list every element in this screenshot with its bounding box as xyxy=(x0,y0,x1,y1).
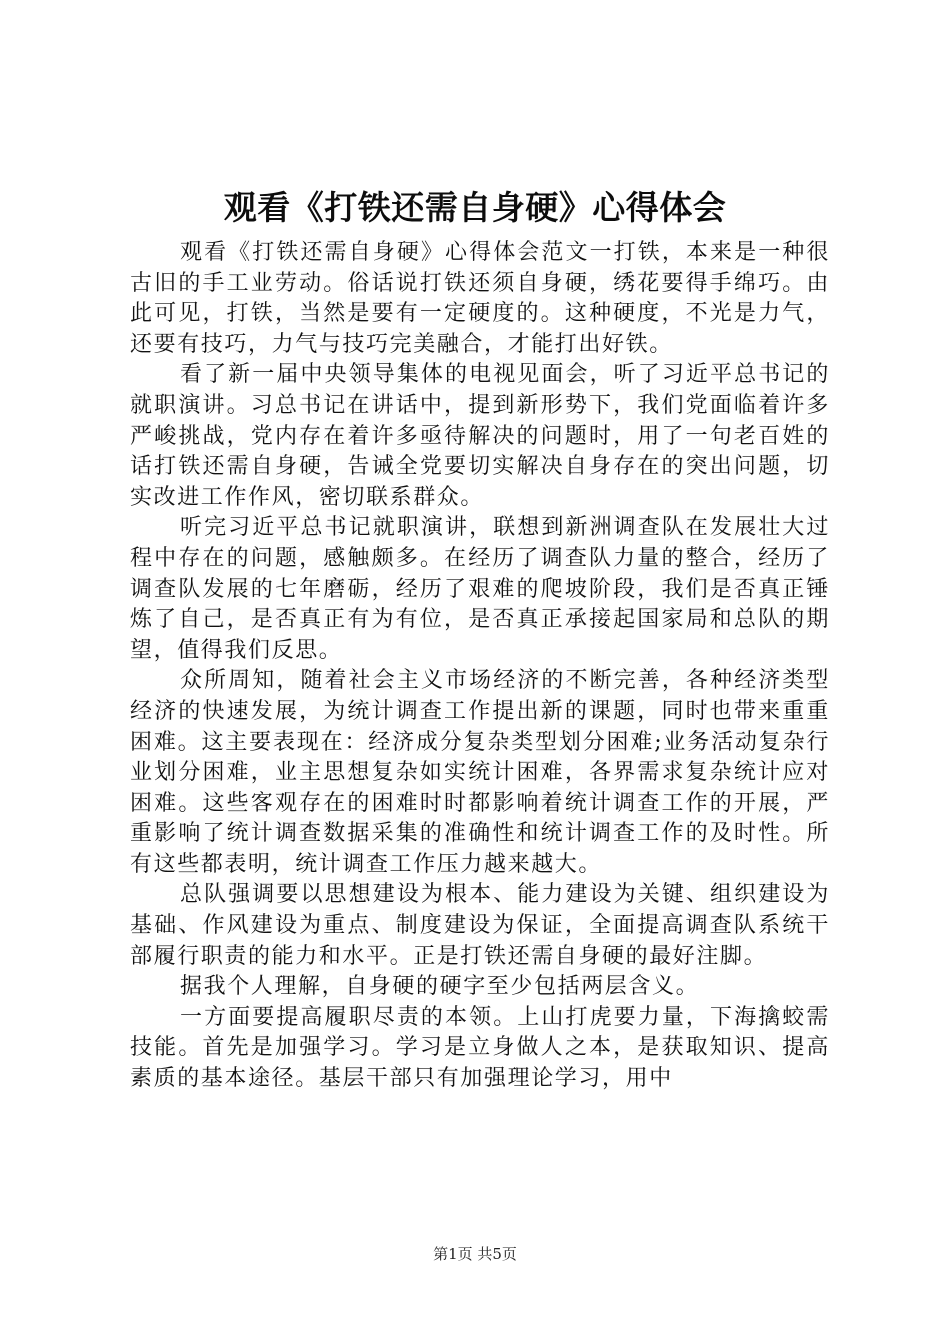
document-body xyxy=(130,238,830,1095)
paragraph: 据我个人理解，自身硬的硬字至少包括两层含义。 xyxy=(180,974,700,1000)
paragraph: 众所周知，随着社会主义市场经济的不断完善，各种经济类型经济的快速发展，为统计调查工作提出新的课题，同时也带来重重困难。这主要表现在：经济成分复杂类型划分困难;业务活动复杂行业划分困难，业主思想复杂如实统计困难，各界需求复杂统计应对困难。这些客观存在的困难时时都影响着统计调查工作的开展，严重影响了统计调查数据采集的准确性和统计调查工作的及时性。所有这些都表明，统计调查工作压力越来越大。 xyxy=(130,668,830,877)
paragraph: 听完习近平总书记就职演讲，联想到新洲调查队在发展壮大过程中存在的问题，感触颇多。在经历了调查队力量的整合，经历了调查队发展的七年磨砺，经历了艰难的爬坡阶段，我们是否真正锤炼了自己，是否真正有为有位，是否真正承接起国家局和总队的期望，值得我们反思。 xyxy=(130,515,830,663)
paragraph: 一方面要提高履职尽责的本领。上山打虎要力量，下海擒蛟需技能。首先是加强学习。学习是立身做人之本，是获取知识、提高素质的基本途径。基层干部只有加强理论学习，用中 xyxy=(130,1004,830,1092)
paragraph: 总队强调要以思想建设为根本、能力建设为关键、组织建设为基础、作风建设为重点、制度建设为保证，全面提高调查队系统干部履行职责的能力和水平。正是打铁还需自身硬的最好注脚。 xyxy=(130,882,830,969)
document-title: 观看《打铁还需自身硬》心得体会 xyxy=(223,188,727,227)
paragraph: 观看《打铁还需自身硬》心得体会范文一打铁，本来是一种很古旧的手工业劳动。俗话说打铁还须自身硬，绣花要得手绵巧。由此可见，打铁，当然是要有一定硬度的。这种硬度，不光是力气，还要有技巧，力气与技巧完美融合，才能打出好铁。 xyxy=(130,240,830,357)
page-footer: 第1页 共5页 xyxy=(433,1245,517,1263)
paragraph: 看了新一届中央领导集体的电视见面会，听了习近平总书记的就职演讲。习总书记在讲话中，提到新形势下，我们党面临着许多严峻挑战，党内存在着许多亟待解决的问题时，用了一句老百姓的话打铁还需自身硬，告诫全党要切实解决自身存在的突出问题，切实改进工作作风，密切联系群众。 xyxy=(130,362,830,510)
